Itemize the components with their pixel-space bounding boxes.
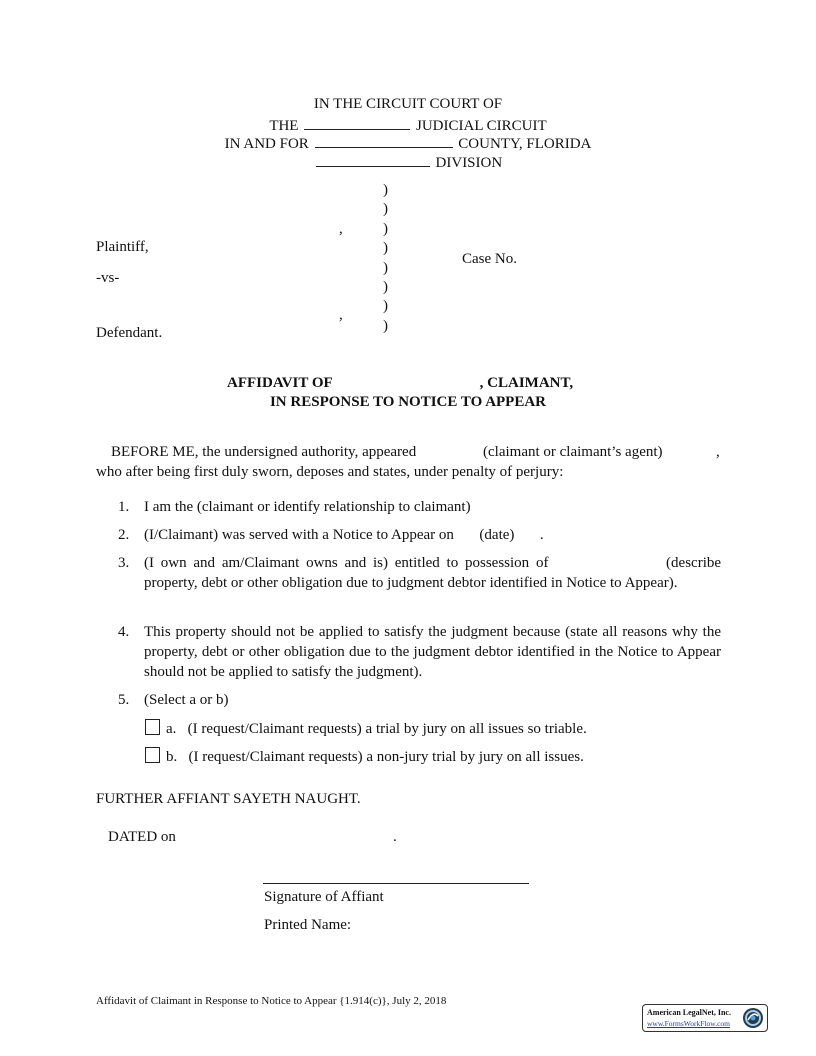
- further-affiant: FURTHER AFFIANT SAYETH NAUGHT.: [96, 791, 361, 807]
- title-line2: IN RESPONSE TO NOTICE TO APPEAR: [269, 394, 547, 410]
- intro-line2: who after being first duly sworn, deposes and states, under penalty of perjury:: [96, 464, 564, 480]
- caption-paren: ): [383, 318, 388, 334]
- caption-paren: ): [383, 240, 388, 256]
- vs-label: -vs-: [96, 270, 120, 286]
- dated-on-label: DATED on: [108, 829, 176, 845]
- list-item: 1. I am the (claimant or identify relationship to claimant): [118, 499, 471, 515]
- circuit-number-field[interactable]: [304, 115, 410, 130]
- option-a-checkbox[interactable]: [145, 719, 160, 735]
- plaintiff-name-comma: ,: [339, 221, 343, 237]
- court-header-line2: THE JUDICIAL CIRCUIT: [0, 115, 816, 135]
- option-b-checkbox[interactable]: [145, 747, 160, 763]
- caption-paren: ): [383, 221, 388, 237]
- list-item: 5. (Select a or b): [118, 692, 229, 708]
- court-header-line4: DIVISION: [0, 152, 816, 172]
- intro-line1: BEFORE ME, the undersigned authority, appeared: [111, 444, 417, 460]
- claimant-agent-hint: (claimant or claimant’s agent): [483, 444, 663, 460]
- date-hint: (date): [479, 527, 515, 543]
- printed-name-label: Printed Name:: [264, 917, 352, 933]
- list-item: 4. This property should not be applied to satisfy the judgment because (state all reasons why the property, debt or other obligation due to the judgment debtor identified in the Notice to Appear should not be applied to satisfy the judgment).: [118, 624, 721, 680]
- caption-paren: ): [383, 201, 388, 217]
- case-number-label: Case No.: [462, 251, 517, 267]
- dated-period: .: [393, 829, 397, 845]
- signature-line[interactable]: [263, 883, 529, 884]
- intro-comma: ,: [716, 444, 720, 460]
- caption-paren: ): [383, 182, 388, 198]
- defendant-label: Defendant.: [96, 325, 163, 341]
- footer-text: Affidavit of Claimant in Response to Notice to Appear {1.914(c)}, July 2, 2018: [96, 995, 447, 1007]
- list-item: 3. (I own and am/Claimant owns and is) entitled to possession of (describe property, debt or other obligation due to judgment debtor identified in Notice to Appear).: [118, 555, 722, 591]
- signature-label: Signature of Affiant: [264, 889, 384, 905]
- americanlegalnet-logo[interactable]: American LegalNet, Inc. www.FormsWorkFlow.com: [642, 1004, 768, 1032]
- division-field[interactable]: [316, 152, 430, 167]
- county-field[interactable]: [315, 133, 453, 148]
- caption-paren: ): [383, 260, 388, 276]
- globe-icon: [742, 1007, 764, 1029]
- option-a: a. (I request/Claimant requests) a trial by jury on all issues so triable.: [145, 719, 587, 738]
- title-line1: AFFIDAVIT OF , CLAIMANT,: [227, 375, 574, 391]
- caption-paren: ): [383, 279, 388, 295]
- caption-paren: ): [383, 298, 388, 314]
- defendant-name-comma: ,: [339, 307, 343, 323]
- court-header-line3: IN AND FOR COUNTY, FLORIDA: [0, 133, 816, 153]
- option-b: b. (I request/Claimant requests) a non-jury trial by jury on all issues.: [145, 747, 584, 766]
- formsworkflow-link[interactable]: www.FormsWorkFlow.com: [647, 1019, 731, 1028]
- list-item: 2. (I/Claimant) was served with a Notice to Appear on (date) .: [118, 527, 544, 543]
- court-header-line1: IN THE CIRCUIT COURT OF: [313, 96, 503, 112]
- plaintiff-label: Plaintiff,: [96, 239, 149, 255]
